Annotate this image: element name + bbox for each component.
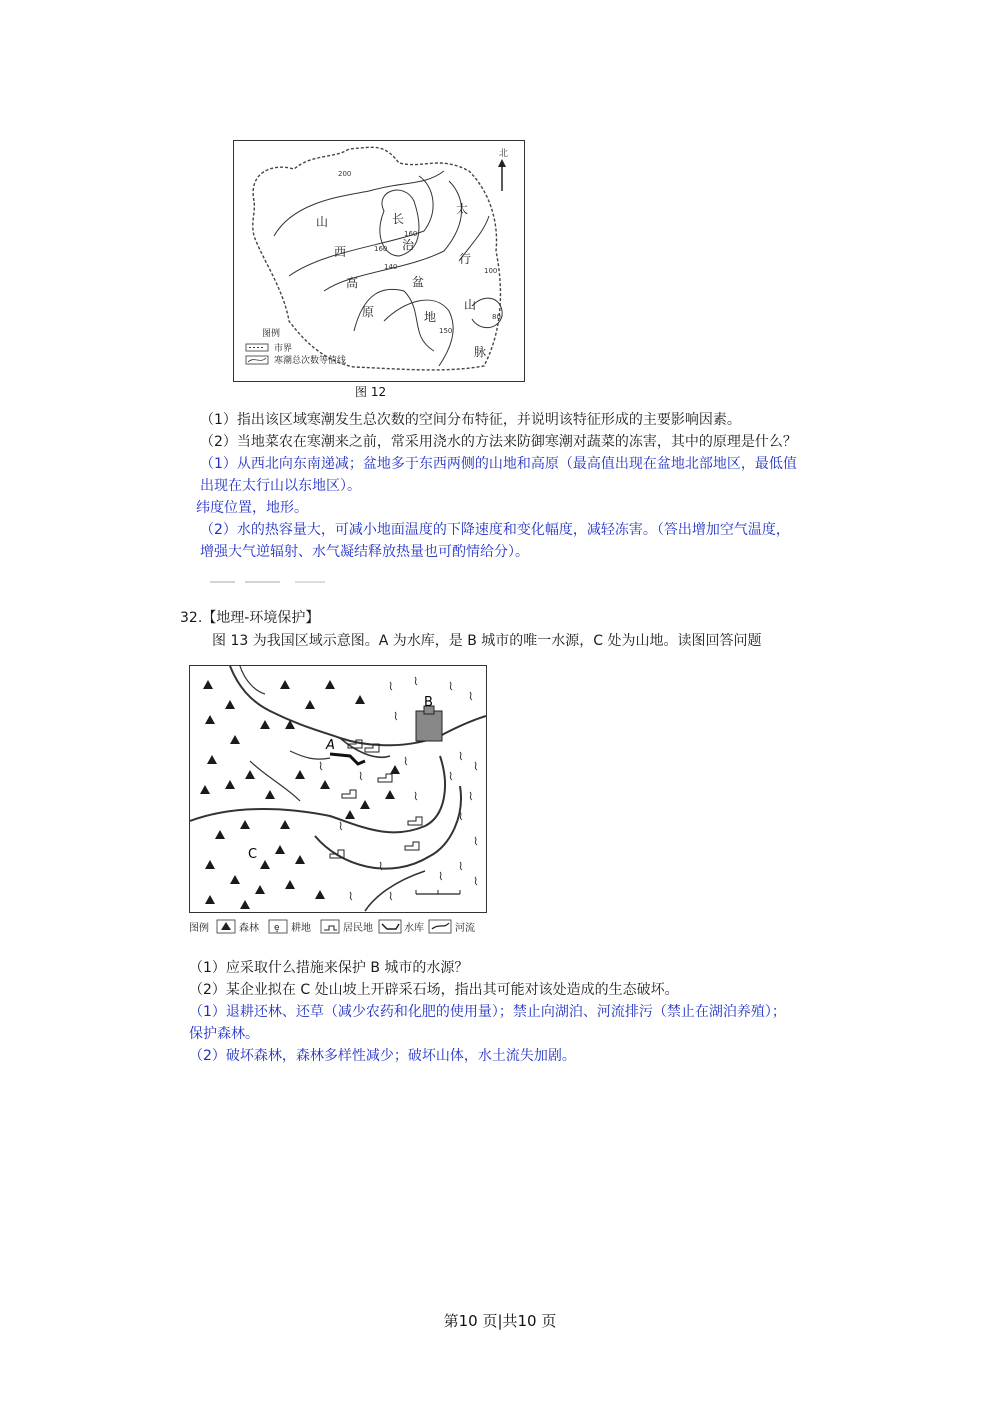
farmland-icon — [395, 712, 397, 720]
tree-icon — [345, 810, 355, 819]
place-label: 原 — [362, 305, 375, 319]
isoline-label: 100 — [484, 267, 498, 275]
place-label: 太 — [456, 202, 469, 216]
label-a: A — [326, 738, 335, 753]
tree-icon — [245, 770, 255, 779]
place-label: 长 — [392, 212, 405, 226]
farmland-icon — [475, 877, 477, 885]
place-label: 治 — [402, 238, 415, 252]
tree-icon — [390, 765, 400, 774]
tree-icon — [240, 820, 250, 829]
q31-answer1-line2: 出现在太行山以东地区）。 — [200, 478, 361, 494]
svg-text:北: 北 — [499, 149, 509, 159]
tree-icon — [265, 790, 275, 799]
figure-13-legend — [189, 918, 489, 936]
q31-answer1-line3: 纬度位置，地形。 — [196, 500, 308, 516]
isoline-label: 80 — [492, 313, 501, 321]
scale-bar — [416, 890, 460, 894]
river — [190, 756, 445, 832]
tree-icon — [260, 860, 270, 869]
tree-icon — [275, 845, 285, 854]
label-b: B — [424, 695, 433, 710]
farmland-icon — [340, 822, 342, 830]
label-c: C — [248, 847, 258, 862]
legend-item-boundary: 市界 — [274, 344, 293, 354]
farmland-icon — [350, 892, 352, 900]
tree-icon — [325, 680, 335, 689]
farmland-icon — [460, 862, 462, 870]
isoline-label: 150 — [439, 327, 453, 335]
farmland-icon — [320, 762, 322, 770]
farmland-icon — [470, 692, 472, 700]
tree-icon — [280, 820, 290, 829]
page-footer: 第10 页|共10 页 — [443, 1312, 557, 1330]
farmland-icon — [390, 892, 392, 900]
river — [290, 751, 330, 759]
q32-sub1: （1）应采取什么措施来保护 B 城市的水源？ — [189, 960, 469, 976]
tree-icon — [260, 720, 270, 729]
farmland-icon — [405, 757, 407, 765]
legend-title: 图例 — [262, 329, 281, 339]
figure-13-svg — [190, 666, 486, 912]
tree-icon — [225, 780, 235, 789]
tree-icon — [205, 895, 215, 904]
q31-answer2-line2: 增强大气逆辐射、水气凝结释放热量也可酌情给分）。 — [200, 544, 529, 560]
farmland-icon — [460, 812, 462, 820]
q31-answer2-line1: （2）水的热容量大，可减小地面温度的下降速度和变化幅度，减轻冻害。（答出增加空气温度， — [200, 522, 790, 538]
river — [230, 666, 486, 745]
place-label: 行 — [459, 252, 472, 266]
q32-answer2-line1: （2）破坏森林，森林多样性减少；破坏山体，水土流失加剧。 — [189, 1048, 576, 1064]
tree-icon — [295, 770, 305, 779]
legend-item-reservoir: 水库 — [404, 923, 424, 934]
farmland-icon — [390, 682, 392, 690]
scan-smudge — [210, 578, 330, 586]
q31-answer1-line1: （1）从西北向东南递减；盆地多于东西两侧的山地和高原（最高值出现在盆地北部地区，最低值 — [200, 456, 797, 472]
place-label: 山 — [464, 298, 477, 312]
q32-intro: 图 13 为我国区域示意图。A 为水库，是 B 城市的唯一水源，C 处为山地。读图回答问题 — [212, 633, 762, 649]
settlement-icon — [324, 926, 337, 930]
tree-icon — [230, 735, 240, 744]
farmland-icon — [470, 792, 472, 800]
legend-item-farmland: 耕地 — [291, 923, 311, 934]
forest-symbols — [200, 680, 400, 909]
place-label: 山 — [316, 215, 329, 229]
tree-icon — [355, 695, 365, 704]
tree-icon — [205, 715, 215, 724]
river — [250, 761, 300, 801]
q32-sub2: （2）某企业拟在 C 处山坡上开辟采石场，指出其可能对该处造成的生态破坏。 — [189, 982, 679, 998]
tree-icon — [320, 780, 330, 789]
q32-answer1-line2: 保护森林。 — [189, 1026, 259, 1042]
farmland-icon — [450, 772, 452, 780]
tree-icon — [240, 900, 250, 909]
figure-12-svg — [234, 141, 524, 381]
tree-icon — [221, 922, 231, 930]
farmland-icon — [475, 762, 477, 770]
legend-item-isoline: 寒潮总次数等值线 — [274, 356, 347, 366]
isoline-label: 160 — [404, 230, 418, 238]
tree-icon — [280, 680, 290, 689]
farmland-icon — [440, 872, 442, 880]
legend-title: 图例 — [189, 923, 209, 934]
tree-icon — [207, 755, 217, 764]
q32-heading: 32.【地理-环境保护】 — [180, 610, 320, 626]
tree-icon — [255, 885, 265, 894]
river-icon — [432, 923, 449, 929]
isoline-label: 160 — [374, 245, 388, 253]
place-label: 西 — [334, 245, 347, 259]
figure-12-caption: 图 12 — [355, 385, 387, 399]
farmland-icon — [450, 682, 452, 690]
tree-icon — [285, 880, 295, 889]
tree-icon — [295, 855, 305, 864]
tree-icon — [215, 830, 225, 839]
farmland-icon — [415, 677, 417, 685]
farmland-icon — [475, 837, 477, 845]
farmland-symbols — [320, 677, 477, 900]
tree-icon — [203, 680, 213, 689]
tree-icon — [230, 875, 240, 884]
tree-icon — [315, 890, 325, 899]
legend-item-settlement: 居民地 — [343, 923, 373, 934]
tree-icon — [225, 700, 235, 709]
q32-answer1-line1: （1）退耕还林、还草（减少农药和化肥的使用量）；禁止向湖泊、河流排污（禁止在湖泊养殖）； — [189, 1004, 786, 1020]
tree-icon — [385, 790, 395, 799]
isoline-label: 200 — [338, 170, 352, 178]
tree-icon — [360, 800, 370, 809]
figure-13-map — [189, 665, 487, 913]
place-label: 盆 — [412, 275, 425, 289]
farmland-icon: ȩ — [274, 923, 280, 933]
tree-icon — [205, 860, 215, 869]
north-arrow-icon — [498, 147, 508, 191]
legend-item-river: 河流 — [455, 923, 475, 934]
legend-item-forest: 森林 — [239, 923, 259, 934]
figure-12-map — [233, 140, 525, 382]
reservoir — [330, 754, 365, 764]
farmland-icon — [360, 772, 362, 780]
city-b-block — [416, 711, 442, 741]
reservoir-icon — [382, 924, 399, 929]
isoline-label: 140 — [384, 263, 398, 271]
place-label: 地 — [424, 310, 437, 324]
q31-sub2: （2）当地菜农在寒潮来之前，常采用浇水的方法来防御寒潮对蔬菜的冻害，其中的原理是什么？ — [200, 434, 797, 450]
place-label: 脉 — [474, 345, 487, 359]
q31-sub1: （1）指出该区域寒潮发生总次数的空间分布特征，并说明该特征形成的主要影响因素。 — [200, 412, 741, 428]
farmland-icon — [415, 792, 417, 800]
tree-icon — [200, 785, 210, 794]
tree-icon — [305, 700, 315, 709]
place-label: 高 — [346, 276, 359, 290]
farmland-icon — [460, 752, 462, 760]
